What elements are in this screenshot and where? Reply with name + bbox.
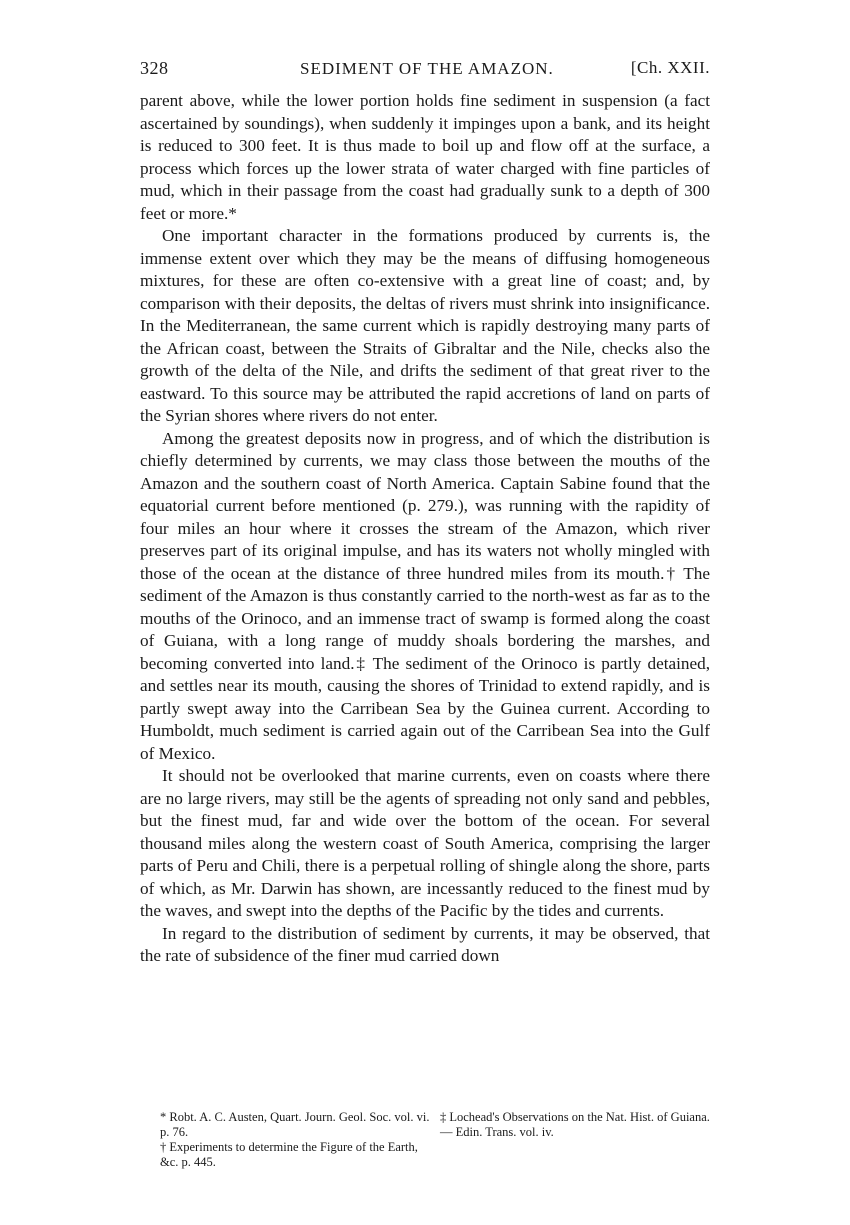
page-number: 328 (140, 58, 169, 78)
footnote: ‡ Lochead's Observations on the Nat. Hist. of Guiana. — Edin. Trans. vol. iv. (440, 1110, 710, 1139)
body-text (140, 90, 710, 968)
paragraph: It should not be overlooked that marine currents, even on coasts where there are no large rivers, may still be the agents of spreading not only sand and pebbles, but the finest mud, far and wide over the bottom of the ocean. For several thousand miles along the western coast of South America, comprising the larger parts of Peru and Chili, there is a perpetual rolling of shingle along the shore, parts of which, as Mr. Darwin has shown, are incessantly reduced to the finest mud by the waves, and swept into the depths of the Pacific by the tides and currents. (140, 766, 710, 920)
running-title: SEDIMENT OF THE AMAZON. (300, 59, 554, 78)
chapter-label: [Ch. XXII. (630, 58, 710, 77)
running-header (140, 58, 710, 86)
paragraph: parent above, while the lower portion holds fine sediment in suspension (a fact ascertained by soundings), when suddenly it impinges upon a bank, and its height is reduced to 300 feet. It is thus made to boil up and flow off at the surface, a process which forces up the lower strata of water charged with fine particles of mud, which in their passage from the coast had gradually sunk to a depth of 300 feet or more.* (140, 91, 710, 223)
footnote: * Robt. A. C. Austen, Quart. Journ. Geol. Soc. vol. vi. p. 76. (160, 1110, 430, 1139)
footnote: † Experiments to determine the Figure of the Earth, &c. p. 445. (160, 1140, 418, 1169)
paragraph: Among the greatest deposits now in progress, and of which the distribution is chiefly determined by currents, we may class those between the mouths of the Amazon and the southern coast of North America. Captain Sabine found that the equatorial current before mentioned (p. 279.), was running with the rapidity of four miles an hour where it crosses the stream of the Amazon, which river preserves part of its original impulse, and has its waters not wholly mingled with those of the ocean at the distance of three hundred miles from its mouth.† The sediment of the Amazon is thus constantly carried to the north-west as far as to the mouths of the Orinoco, and an immense tract of swamp is formed along the coast of Guiana, with a long range of muddy shoals bordering the marshes, and becoming converted into land.‡ The sediment of the Orinoco is partly detained, and settles near its mouth, causing the shores of Trinidad to extend rapidly, and is partly swept away into the Carribean Sea by the Guinea current. According to Humboldt, much sediment is carried again out of the Carribean Sea into the Gulf of Mexico. (140, 428, 710, 763)
paragraph: In regard to the distribution of sediment by currents, it may be observed, that the rate of subsidence of the finer mud carried down (140, 923, 710, 965)
footnotes-right-column (440, 1110, 710, 1140)
footnotes-left-column (160, 1110, 430, 1170)
paragraph: One important character in the formations produced by currents is, the immense extent over which they may be the means of diffusing homogeneous mixtures, for these are often co-extensive with a great line of coast; and, by comparison with their deposits, the deltas of rivers must shrink into insignificance. In the Mediterranean, the same current which is rapidly destroying many parts of the African coast, between the Straits of Gibraltar and the Nile, checks also the growth of the delta of the Nile, and drifts the sediment of that great river to the eastward. To this source may be attributed the rapid accretions of land on parts of the Syrian shores where rivers do not enter. (140, 226, 710, 425)
